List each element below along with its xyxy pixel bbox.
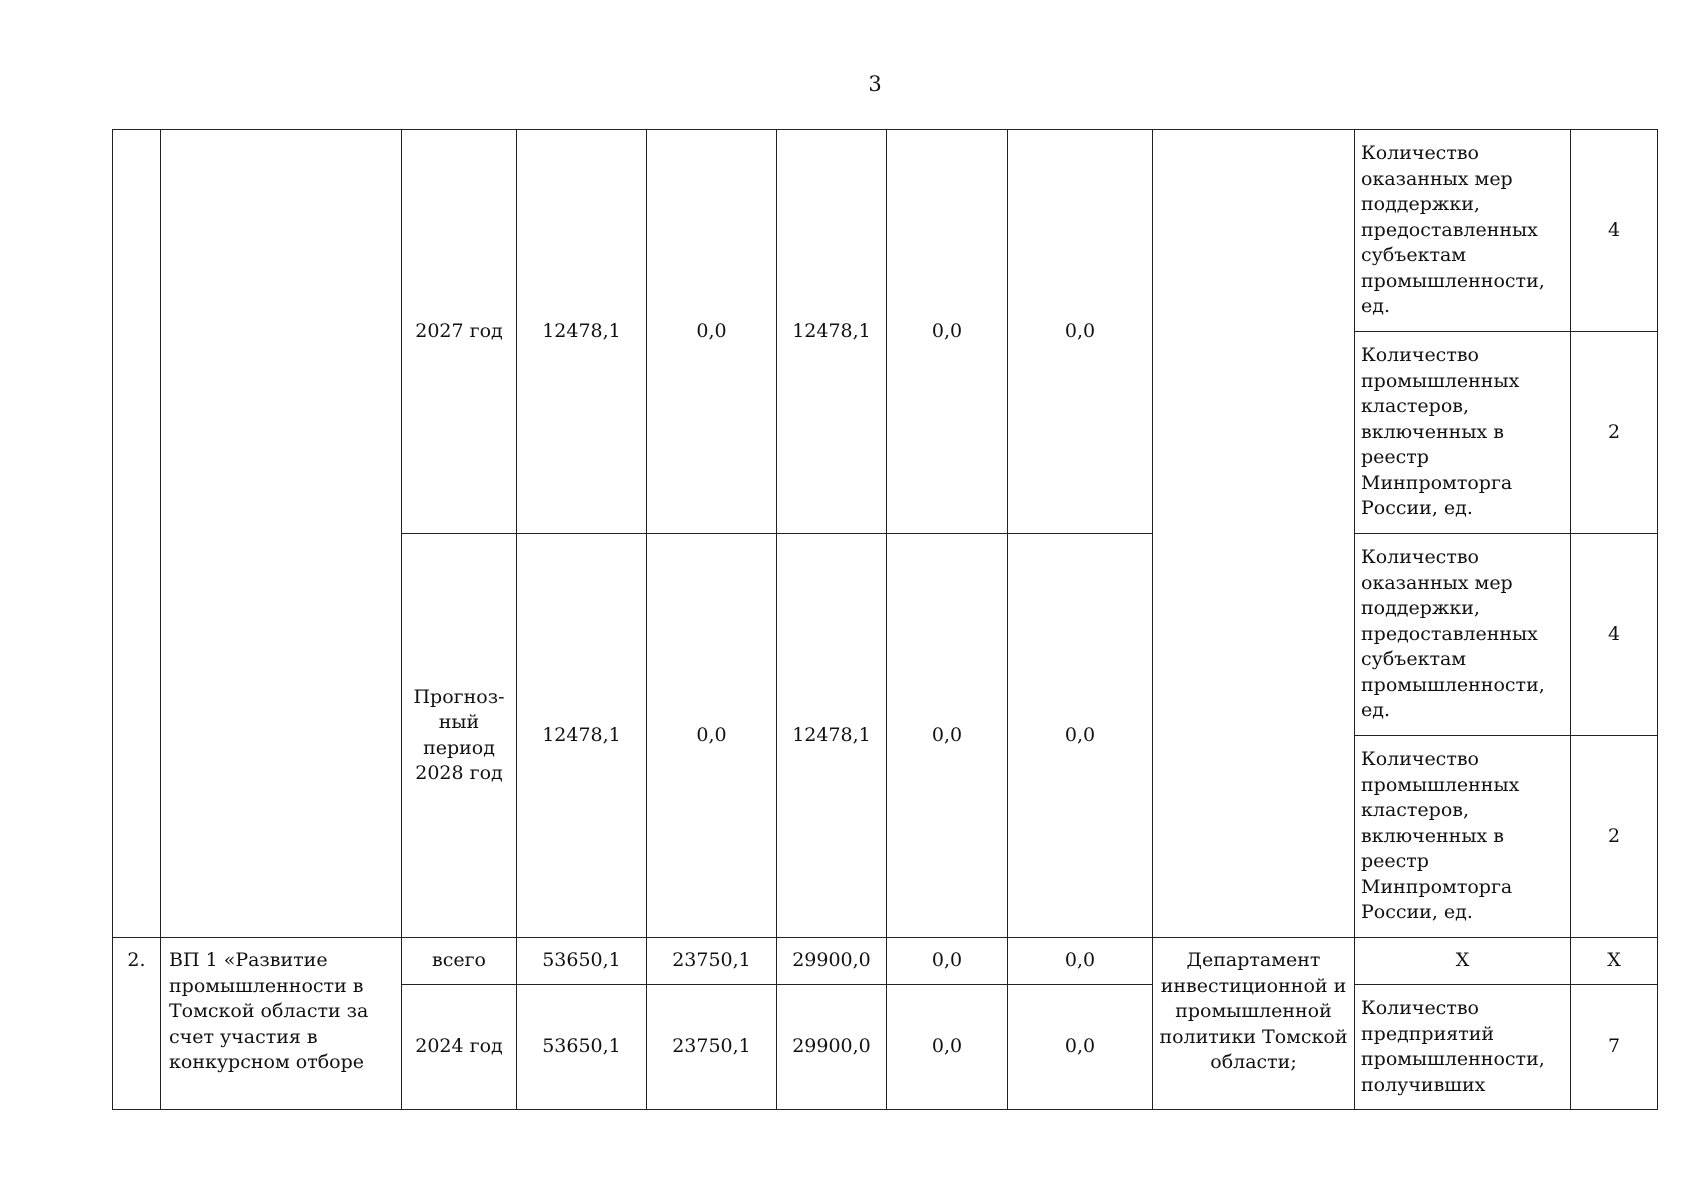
value-regional: 29900,0: [777, 938, 887, 985]
table-row: [113, 130, 1658, 332]
value-federal: 23750,1: [647, 985, 777, 1110]
program-table: [112, 129, 1658, 1110]
value-federal: 0,0: [647, 130, 777, 534]
indicator-value: Х: [1571, 938, 1658, 985]
value-extrabudget: 0,0: [1008, 534, 1153, 938]
row-number: 2.: [113, 938, 161, 1110]
value-regional: 29900,0: [777, 985, 887, 1110]
table-row: [113, 938, 1658, 985]
value-local: 0,0: [887, 938, 1008, 985]
value-local: 0,0: [887, 130, 1008, 534]
indicator-text: Х: [1355, 938, 1571, 985]
value-local: 0,0: [887, 985, 1008, 1110]
value-regional: 12478,1: [777, 534, 887, 938]
value-federal: 0,0: [647, 534, 777, 938]
indicator-text: Количество предприятий промышленности, получивших: [1355, 985, 1571, 1110]
name-cell-empty: [161, 130, 402, 938]
indicator-text: Количество промышленных кластеров, включенных в реестр Минпромторга России, ед.: [1355, 736, 1571, 938]
number-cell-empty: [113, 130, 161, 938]
year-label: 2024 год: [402, 985, 517, 1110]
indicator-value: 2: [1571, 736, 1658, 938]
value-extrabudget: 0,0: [1008, 130, 1153, 534]
value-local: 0,0: [887, 534, 1008, 938]
value-total: 12478,1: [517, 534, 647, 938]
value-total: 53650,1: [517, 985, 647, 1110]
value-extrabudget: 0,0: [1008, 985, 1153, 1110]
page-number: 3: [868, 72, 882, 96]
value-total: 53650,1: [517, 938, 647, 985]
indicator-value: 7: [1571, 985, 1658, 1110]
indicator-text: Количество оказанных мер поддержки, предоставленных субъектам промышленности, ед.: [1355, 130, 1571, 332]
indicator-text: Количество промышленных кластеров, включенных в реестр Минпромторга России, ед.: [1355, 332, 1571, 534]
value-total: 12478,1: [517, 130, 647, 534]
year-label: Прогноз-ный период 2028 год: [402, 534, 517, 938]
indicator-value: 4: [1571, 534, 1658, 736]
responsible-department: Департамент инвестиционной и промышленной политики Томской области;: [1153, 938, 1355, 1110]
program-name: ВП 1 «Развитие промышленности в Томской области за счет участия в конкурсном отборе: [161, 938, 402, 1110]
indicator-text: Количество оказанных мер поддержки, предоставленных субъектам промышленности, ед.: [1355, 534, 1571, 736]
responsible-cell-empty: [1153, 130, 1355, 938]
value-extrabudget: 0,0: [1008, 938, 1153, 985]
indicator-value: 2: [1571, 332, 1658, 534]
value-regional: 12478,1: [777, 130, 887, 534]
value-federal: 23750,1: [647, 938, 777, 985]
year-label: всего: [402, 938, 517, 985]
year-label: 2027 год: [402, 130, 517, 534]
indicator-value: 4: [1571, 130, 1658, 332]
